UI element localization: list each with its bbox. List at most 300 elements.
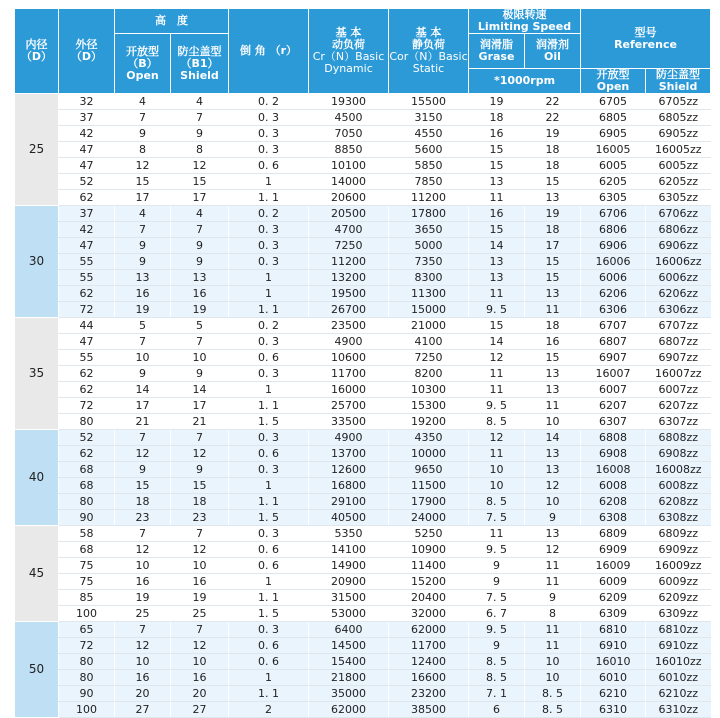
static-load-cell: 15000: [389, 302, 469, 318]
grease-speed-cell: 9: [469, 574, 525, 590]
dynamic-load-cell: 8850: [309, 142, 389, 158]
static-load-cell: 62000: [389, 622, 469, 638]
shield-width-cell: 7: [171, 430, 229, 446]
model-open-cell: 6807: [581, 334, 646, 350]
height-header: 高 度: [115, 9, 229, 34]
dynamic-load-cell: 20600: [309, 190, 389, 206]
chamfer-cell: 2: [229, 702, 309, 718]
chamfer-cell: 1: [229, 670, 309, 686]
oil-speed-cell: 18: [525, 158, 581, 174]
chamfer-cell: 0. 3: [229, 366, 309, 382]
static-load-cell: 5000: [389, 238, 469, 254]
table-row: [15, 510, 711, 526]
table-row: [15, 334, 711, 350]
static-load-header: 基 本 静负荷 Cor（N）Basic Static: [389, 9, 469, 94]
table-row: [15, 398, 711, 414]
model-open-cell: 6208: [581, 494, 646, 510]
grease-speed-cell: 16: [469, 126, 525, 142]
open-width-cell: 10: [115, 558, 171, 574]
oil-speed-cell: 12: [525, 478, 581, 494]
outer-diameter-cell: 62: [59, 190, 115, 206]
static-load-cell: 8300: [389, 270, 469, 286]
grease-speed-cell: 10: [469, 478, 525, 494]
chamfer-cell: 0. 3: [229, 462, 309, 478]
table-row: [15, 270, 711, 286]
open-width-cell: 16: [115, 574, 171, 590]
chamfer-cell: 1: [229, 270, 309, 286]
outer-diameter-cell: 72: [59, 302, 115, 318]
inner-diameter-cell: 35: [15, 318, 59, 430]
dynamic-load-cell: 7250: [309, 238, 389, 254]
model-shield-cell: 6706zz: [646, 206, 711, 222]
table-row: [15, 318, 711, 334]
dynamic-load-cell: 4900: [309, 334, 389, 350]
model-shield-cell: 6206zz: [646, 286, 711, 302]
shield-width-cell: 12: [171, 638, 229, 654]
chamfer-header: 倒 角 （r）: [229, 9, 309, 94]
oil-speed-cell: 15: [525, 254, 581, 270]
table-row: [15, 350, 711, 366]
bearing-spec-table: [14, 8, 711, 718]
grease-speed-cell: 13: [469, 270, 525, 286]
static-load-cell: 17900: [389, 494, 469, 510]
chamfer-cell: 1. 5: [229, 414, 309, 430]
open-width-cell: 25: [115, 606, 171, 622]
shield-width-cell: 17: [171, 398, 229, 414]
shield-width-cell: 16: [171, 286, 229, 302]
chamfer-cell: 1. 5: [229, 606, 309, 622]
outer-diameter-cell: 90: [59, 510, 115, 526]
oil-speed-cell: 8. 5: [525, 702, 581, 718]
shield-width-cell: 13: [171, 270, 229, 286]
grease-speed-cell: 15: [469, 318, 525, 334]
open-width-cell: 18: [115, 494, 171, 510]
open-width-cell: 27: [115, 702, 171, 718]
chamfer-cell: 0. 6: [229, 654, 309, 670]
static-load-cell: 5850: [389, 158, 469, 174]
shield-width-cell: 20: [171, 686, 229, 702]
open-width-cell: 7: [115, 222, 171, 238]
model-open-cell: 6806: [581, 222, 646, 238]
grease-speed-cell: 6. 7: [469, 606, 525, 622]
model-shield-cell: 6210zz: [646, 686, 711, 702]
limiting-speed-header: 极限转速 Limiting Speed: [469, 9, 581, 34]
outer-diameter-cell: 80: [59, 670, 115, 686]
dynamic-load-header: 基 本 动负荷 Cr（N）Basic Dynamic: [309, 9, 389, 94]
dynamic-load-cell: 16800: [309, 478, 389, 494]
shield-width-cell: 10: [171, 350, 229, 366]
table-row: [15, 222, 711, 238]
oil-header: 润滑剂 Oil: [525, 34, 581, 69]
dynamic-load-cell: 31500: [309, 590, 389, 606]
table-row: [15, 654, 711, 670]
outer-diameter-cell: 62: [59, 382, 115, 398]
grease-speed-cell: 15: [469, 158, 525, 174]
static-load-cell: 15500: [389, 94, 469, 110]
shield-width-cell: 5: [171, 318, 229, 334]
chamfer-cell: 0. 3: [229, 334, 309, 350]
chamfer-cell: 0. 3: [229, 222, 309, 238]
model-open-header: 开放型 Open: [581, 69, 646, 94]
shield-width-cell: 7: [171, 334, 229, 350]
static-load-cell: 17800: [389, 206, 469, 222]
table-row: [15, 382, 711, 398]
open-width-cell: 17: [115, 398, 171, 414]
shield-width-cell: 7: [171, 222, 229, 238]
chamfer-cell: 1: [229, 478, 309, 494]
chamfer-cell: 0. 3: [229, 110, 309, 126]
oil-speed-cell: 11: [525, 638, 581, 654]
model-shield-cell: 6810zz: [646, 622, 711, 638]
dynamic-load-cell: 10600: [309, 350, 389, 366]
shield-width-cell: 19: [171, 590, 229, 606]
table-row: [15, 462, 711, 478]
static-load-cell: 11700: [389, 638, 469, 654]
open-width-cell: 9: [115, 126, 171, 142]
model-shield-cell: 6808zz: [646, 430, 711, 446]
static-load-cell: 12400: [389, 654, 469, 670]
model-open-cell: 6905: [581, 126, 646, 142]
static-load-cell: 10900: [389, 542, 469, 558]
outer-diameter-cell: 58: [59, 526, 115, 542]
model-open-cell: 6210: [581, 686, 646, 702]
open-width-cell: 7: [115, 430, 171, 446]
static-load-cell: 23200: [389, 686, 469, 702]
chamfer-cell: 1: [229, 574, 309, 590]
dynamic-load-cell: 4500: [309, 110, 389, 126]
model-open-cell: 6908: [581, 446, 646, 462]
dynamic-load-cell: 16000: [309, 382, 389, 398]
outer-diameter-cell: 44: [59, 318, 115, 334]
model-open-cell: 6206: [581, 286, 646, 302]
table-row: [15, 414, 711, 430]
model-shield-cell: 6909zz: [646, 542, 711, 558]
outer-diameter-cell: 100: [59, 606, 115, 622]
shield-width-cell: 14: [171, 382, 229, 398]
open-width-cell: 7: [115, 334, 171, 350]
table-row: [15, 238, 711, 254]
oil-speed-cell: 11: [525, 398, 581, 414]
grease-speed-cell: 9. 5: [469, 622, 525, 638]
dynamic-load-cell: 21800: [309, 670, 389, 686]
outer-diameter-cell: 62: [59, 286, 115, 302]
oil-speed-cell: 13: [525, 366, 581, 382]
rpm-unit-header: *1000rpm: [469, 69, 581, 94]
table-row: [15, 142, 711, 158]
table-row: [15, 542, 711, 558]
open-width-cell: 21: [115, 414, 171, 430]
table-row: [15, 702, 711, 718]
model-shield-cell: 16009zz: [646, 558, 711, 574]
open-width-cell: 15: [115, 174, 171, 190]
oil-speed-cell: 11: [525, 574, 581, 590]
chamfer-cell: 0. 3: [229, 526, 309, 542]
model-shield-header: 防尘盖型 Shield: [646, 69, 711, 94]
model-shield-cell: 6906zz: [646, 238, 711, 254]
model-open-cell: 16006: [581, 254, 646, 270]
chamfer-cell: 1. 5: [229, 510, 309, 526]
shield-width-cell: 16: [171, 670, 229, 686]
shield-width-cell: 17: [171, 190, 229, 206]
shield-width-cell: 7: [171, 526, 229, 542]
open-width-cell: 9: [115, 462, 171, 478]
outer-diameter-cell: 68: [59, 542, 115, 558]
dynamic-load-cell: 10100: [309, 158, 389, 174]
dynamic-load-cell: 26700: [309, 302, 389, 318]
shield-width-cell: 15: [171, 478, 229, 494]
chamfer-cell: 0. 6: [229, 446, 309, 462]
oil-speed-cell: 22: [525, 110, 581, 126]
model-open-cell: 6706: [581, 206, 646, 222]
model-open-cell: 6705: [581, 94, 646, 110]
outer-diameter-cell: 32: [59, 94, 115, 110]
table-row: [15, 638, 711, 654]
open-width-cell: 19: [115, 590, 171, 606]
table-row: [15, 590, 711, 606]
open-width-cell: 9: [115, 238, 171, 254]
model-shield-cell: 6910zz: [646, 638, 711, 654]
model-shield-cell: 6305zz: [646, 190, 711, 206]
open-width-cell: 8: [115, 142, 171, 158]
shield-width-cell: 4: [171, 94, 229, 110]
table-row: [15, 526, 711, 542]
grease-speed-cell: 16: [469, 206, 525, 222]
grease-speed-cell: 18: [469, 110, 525, 126]
grease-speed-cell: 11: [469, 366, 525, 382]
oil-speed-cell: 11: [525, 622, 581, 638]
inner-diameter-cell: 45: [15, 526, 59, 622]
grease-speed-cell: 13: [469, 254, 525, 270]
model-open-cell: 16008: [581, 462, 646, 478]
open-width-cell: 4: [115, 206, 171, 222]
grease-speed-cell: 11: [469, 286, 525, 302]
open-width-cell: 4: [115, 94, 171, 110]
model-open-cell: 16009: [581, 558, 646, 574]
chamfer-cell: 0. 6: [229, 350, 309, 366]
model-shield-cell: 6707zz: [646, 318, 711, 334]
dynamic-load-cell: 23500: [309, 318, 389, 334]
dynamic-load-cell: 11200: [309, 254, 389, 270]
model-shield-cell: 6205zz: [646, 174, 711, 190]
chamfer-cell: 0. 3: [229, 430, 309, 446]
model-open-cell: 6209: [581, 590, 646, 606]
shield-width-cell: 7: [171, 110, 229, 126]
shield-width-cell: 27: [171, 702, 229, 718]
outer-diameter-cell: 52: [59, 430, 115, 446]
open-width-cell: 14: [115, 382, 171, 398]
model-shield-cell: 6006zz: [646, 270, 711, 286]
grease-speed-cell: 14: [469, 334, 525, 350]
model-shield-cell: 6805zz: [646, 110, 711, 126]
open-width-cell: 20: [115, 686, 171, 702]
dynamic-load-cell: 12600: [309, 462, 389, 478]
table-row: [15, 494, 711, 510]
model-open-cell: 6205: [581, 174, 646, 190]
chamfer-cell: 1: [229, 382, 309, 398]
model-open-cell: 6805: [581, 110, 646, 126]
inner-diameter-header: 内径 （D）: [15, 9, 59, 94]
static-load-cell: 32000: [389, 606, 469, 622]
model-shield-cell: 16010zz: [646, 654, 711, 670]
table-row: [15, 686, 711, 702]
table-row: [15, 302, 711, 318]
table-row: [15, 670, 711, 686]
outer-diameter-cell: 68: [59, 478, 115, 494]
table-row: [15, 366, 711, 382]
dynamic-load-cell: 14500: [309, 638, 389, 654]
model-open-cell: 6808: [581, 430, 646, 446]
outer-diameter-cell: 55: [59, 270, 115, 286]
grease-speed-cell: 7. 5: [469, 590, 525, 606]
oil-speed-cell: 8: [525, 606, 581, 622]
outer-diameter-cell: 37: [59, 110, 115, 126]
oil-speed-cell: 16: [525, 334, 581, 350]
model-shield-cell: 6908zz: [646, 446, 711, 462]
chamfer-cell: 0. 3: [229, 622, 309, 638]
open-width-cell: 15: [115, 478, 171, 494]
model-shield-cell: 6809zz: [646, 526, 711, 542]
static-load-cell: 7250: [389, 350, 469, 366]
model-shield-cell: 6705zz: [646, 94, 711, 110]
outer-diameter-cell: 62: [59, 446, 115, 462]
outer-diameter-cell: 68: [59, 462, 115, 478]
table-row: [15, 558, 711, 574]
shield-width-cell: 25: [171, 606, 229, 622]
grease-speed-cell: 9: [469, 638, 525, 654]
chamfer-cell: 1. 1: [229, 494, 309, 510]
table-row: [15, 478, 711, 494]
model-open-cell: 6309: [581, 606, 646, 622]
model-shield-cell: 6806zz: [646, 222, 711, 238]
outer-diameter-cell: 55: [59, 350, 115, 366]
table-row: [15, 254, 711, 270]
model-shield-cell: 6009zz: [646, 574, 711, 590]
grease-speed-cell: 12: [469, 430, 525, 446]
oil-speed-cell: 10: [525, 414, 581, 430]
chamfer-cell: 1. 1: [229, 590, 309, 606]
open-width-cell: 12: [115, 542, 171, 558]
open-width-cell: 7: [115, 622, 171, 638]
outer-diameter-cell: 55: [59, 254, 115, 270]
oil-speed-cell: 13: [525, 526, 581, 542]
open-width-cell: 10: [115, 350, 171, 366]
grease-speed-cell: 11: [469, 190, 525, 206]
oil-speed-cell: 12: [525, 542, 581, 558]
static-load-cell: 16600: [389, 670, 469, 686]
chamfer-cell: 1. 1: [229, 686, 309, 702]
open-width-cell: 16: [115, 286, 171, 302]
open-width-cell: 17: [115, 190, 171, 206]
dynamic-load-cell: 35000: [309, 686, 389, 702]
oil-speed-cell: 18: [525, 222, 581, 238]
oil-speed-cell: 11: [525, 302, 581, 318]
static-load-cell: 19200: [389, 414, 469, 430]
model-shield-cell: 16006zz: [646, 254, 711, 270]
static-load-cell: 10300: [389, 382, 469, 398]
outer-diameter-cell: 80: [59, 654, 115, 670]
outer-diameter-cell: 52: [59, 174, 115, 190]
model-open-cell: 6910: [581, 638, 646, 654]
model-open-cell: 16005: [581, 142, 646, 158]
table-row: [15, 190, 711, 206]
model-shield-cell: 6010zz: [646, 670, 711, 686]
chamfer-cell: 1: [229, 286, 309, 302]
dynamic-load-cell: 5350: [309, 526, 389, 542]
model-shield-cell: 6008zz: [646, 478, 711, 494]
model-open-cell: 6308: [581, 510, 646, 526]
static-load-cell: 5250: [389, 526, 469, 542]
model-open-cell: 6305: [581, 190, 646, 206]
model-open-cell: 6005: [581, 158, 646, 174]
shield-width-cell: 15: [171, 174, 229, 190]
table-row: [15, 158, 711, 174]
outer-diameter-cell: 47: [59, 142, 115, 158]
static-load-cell: 5600: [389, 142, 469, 158]
inner-diameter-cell: 25: [15, 94, 59, 206]
model-shield-cell: 16007zz: [646, 366, 711, 382]
model-open-cell: 6310: [581, 702, 646, 718]
outer-diameter-cell: 80: [59, 414, 115, 430]
shield-width-cell: 10: [171, 558, 229, 574]
outer-diameter-cell: 80: [59, 494, 115, 510]
oil-speed-cell: 15: [525, 174, 581, 190]
table-row: [15, 94, 711, 110]
outer-diameter-cell: 62: [59, 366, 115, 382]
shield-width-cell: 21: [171, 414, 229, 430]
model-shield-cell: 6307zz: [646, 414, 711, 430]
dynamic-load-cell: 19300: [309, 94, 389, 110]
dynamic-load-cell: 14000: [309, 174, 389, 190]
chamfer-cell: 1. 1: [229, 302, 309, 318]
model-shield-cell: 6209zz: [646, 590, 711, 606]
dynamic-load-cell: 14100: [309, 542, 389, 558]
shield-width-cell: 7: [171, 622, 229, 638]
open-width-cell: 16: [115, 670, 171, 686]
table-row: [15, 206, 711, 222]
open-width-cell: 9: [115, 254, 171, 270]
open-width-cell: 12: [115, 638, 171, 654]
oil-speed-cell: 9: [525, 590, 581, 606]
shield-width-cell: 10: [171, 654, 229, 670]
grease-speed-cell: 8. 5: [469, 654, 525, 670]
outer-diameter-cell: 100: [59, 702, 115, 718]
model-shield-cell: 6905zz: [646, 126, 711, 142]
grease-speed-cell: 15: [469, 142, 525, 158]
grease-speed-cell: 9. 5: [469, 542, 525, 558]
outer-diameter-cell: 72: [59, 398, 115, 414]
model-shield-cell: 6807zz: [646, 334, 711, 350]
table-row: [15, 446, 711, 462]
grease-speed-cell: 6: [469, 702, 525, 718]
grease-speed-cell: 8. 5: [469, 670, 525, 686]
oil-speed-cell: 8. 5: [525, 686, 581, 702]
table-row: [15, 286, 711, 302]
oil-speed-cell: 15: [525, 350, 581, 366]
dynamic-load-cell: 62000: [309, 702, 389, 718]
open-width-cell: 7: [115, 110, 171, 126]
chamfer-cell: 1. 1: [229, 398, 309, 414]
chamfer-cell: 0. 3: [229, 238, 309, 254]
dynamic-load-cell: 53000: [309, 606, 389, 622]
outer-diameter-cell: 42: [59, 222, 115, 238]
dynamic-load-cell: 33500: [309, 414, 389, 430]
chamfer-cell: 0. 6: [229, 558, 309, 574]
shield-width-cell: 12: [171, 542, 229, 558]
model-open-cell: 6810: [581, 622, 646, 638]
grease-speed-cell: 14: [469, 238, 525, 254]
shield-width-cell: 9: [171, 126, 229, 142]
shield-width-cell: 9: [171, 238, 229, 254]
